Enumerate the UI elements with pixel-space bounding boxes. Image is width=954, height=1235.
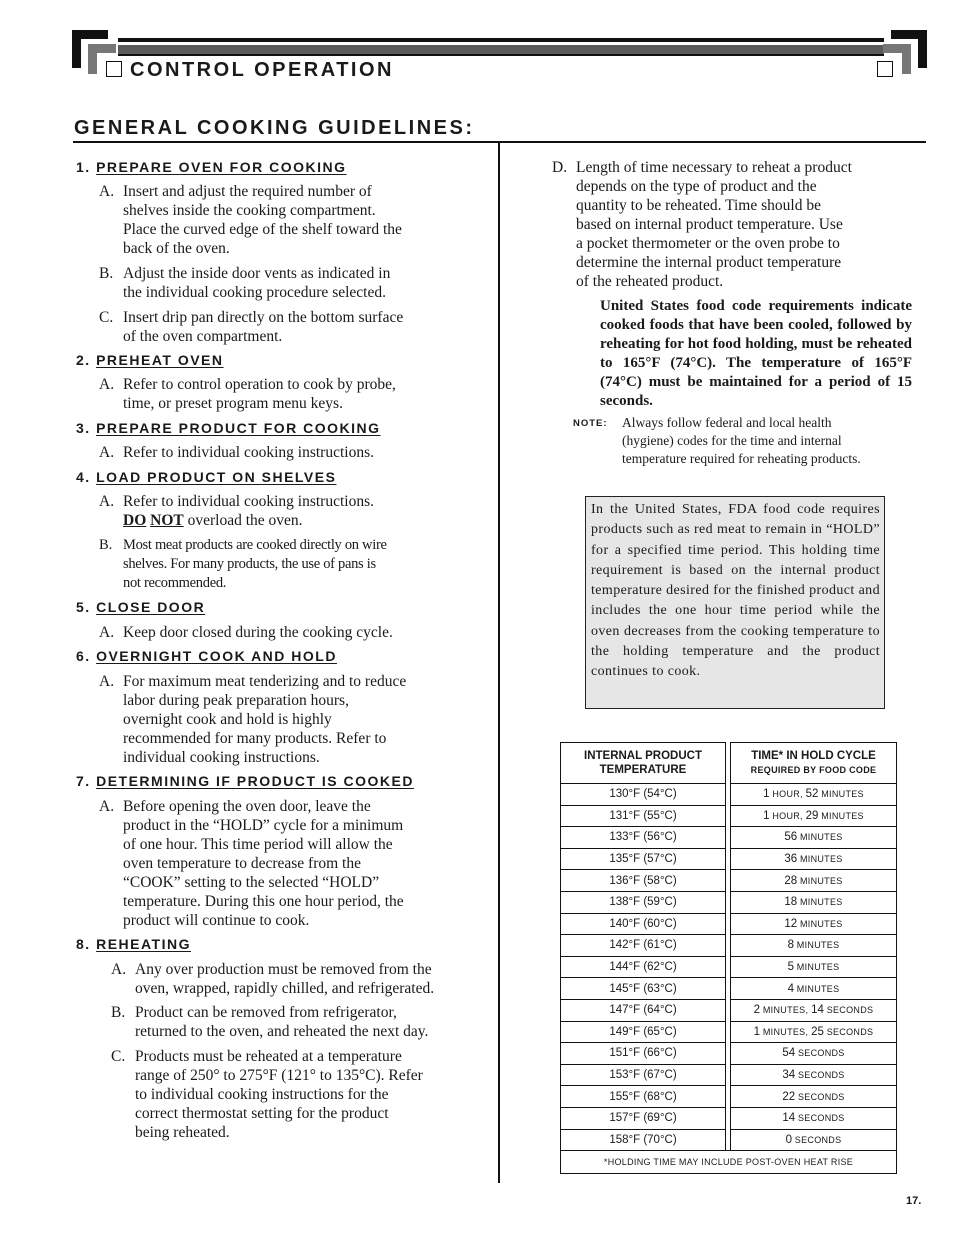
table-row [561, 1021, 897, 1043]
table-row [561, 805, 897, 827]
temperature-cell: 155°F (68°C) [561, 1086, 726, 1108]
hold-time-cell: 1 MINUTES, 25 SECONDS [731, 1021, 897, 1043]
step-heading: 2. PREHEAT OVEN [76, 352, 224, 368]
table-footnote-row [561, 1151, 897, 1174]
temperature-cell: 133°F (56°C) [561, 827, 726, 849]
temperature-cell: 153°F (67°C) [561, 1064, 726, 1086]
column-divider [498, 143, 500, 1183]
hold-time-cell: 54 SECONDS [731, 1043, 897, 1065]
temperature-cell: 136°F (58°C) [561, 870, 726, 892]
temperature-cell: 135°F (57°C) [561, 848, 726, 870]
hold-time-cell: 8 MINUTES [731, 935, 897, 957]
page-title: CONTROL OPERATION [130, 59, 394, 81]
table-row [561, 913, 897, 935]
column-header: INTERNAL PRODUCT TEMPERATURE [561, 743, 726, 784]
hold-time-cell: 36 MINUTES [731, 848, 897, 870]
hold-time-cell: 22 SECONDS [731, 1086, 897, 1108]
table-row [561, 935, 897, 957]
step-heading: 8. REHEATING [76, 936, 191, 952]
hold-time-cell: 56 MINUTES [731, 827, 897, 849]
hold-time-cell: 18 MINUTES [731, 891, 897, 913]
table-row [561, 1064, 897, 1086]
table-row [561, 1086, 897, 1108]
step-heading: 1. PREPARE OVEN FOR COOKING [76, 159, 347, 175]
column-header: TIME* IN HOLD CYCLE REQUIRED BY FOOD CODE [731, 743, 897, 784]
table-row [561, 1107, 897, 1129]
hold-time-cell: 2 MINUTES, 14 SECONDS [731, 999, 897, 1021]
temperature-cell: 151°F (66°C) [561, 1043, 726, 1065]
temperature-cell: 131°F (55°C) [561, 805, 726, 827]
table-row [561, 978, 897, 1000]
hold-time-cell: 28 MINUTES [731, 870, 897, 892]
table-row [561, 999, 897, 1021]
hold-time-cell: 1 HOUR, 52 MINUTES [731, 784, 897, 806]
temperature-cell: 157°F (69°C) [561, 1107, 726, 1129]
page-number: 17. [906, 1195, 922, 1207]
hold-time-cell: 1 HOUR, 29 MINUTES [731, 805, 897, 827]
hold-time-cell: 34 SECONDS [731, 1064, 897, 1086]
table-row [561, 1043, 897, 1065]
temperature-cell: 130°F (54°C) [561, 784, 726, 806]
temperature-cell: 138°F (59°C) [561, 891, 726, 913]
hold-time-cell: 14 SECONDS [731, 1107, 897, 1129]
temperature-cell: 149°F (65°C) [561, 1021, 726, 1043]
food-code-requirement: United States food code requirements indicate cooked foods that have been cooled, followed by reheating for hot food holding, must be reheated to 165°F (74°C). The temperature of 165°F (74°C) must be maintained for a period of 15 seconds. [600, 298, 912, 409]
note-label: NOTE: [573, 418, 608, 429]
temperature-cell: 140°F (60°C) [561, 913, 726, 935]
temperature-cell: 142°F (61°C) [561, 935, 726, 957]
hold-time-cell: 0 SECONDS [731, 1129, 897, 1151]
step-heading: 6. OVERNIGHT COOK AND HOLD [76, 648, 337, 664]
hold-time-cell: 4 MINUTES [731, 978, 897, 1000]
table-row [561, 848, 897, 870]
table-header-row [561, 743, 897, 784]
temperature-cell: 144°F (62°C) [561, 956, 726, 978]
table-row [561, 891, 897, 913]
table-row [561, 827, 897, 849]
step-heading: 7. DETERMINING IF PRODUCT IS COOKED [76, 773, 414, 789]
temperature-cell: 158°F (70°C) [561, 1129, 726, 1151]
step-heading: 4. LOAD PRODUCT ON SHELVES [76, 469, 337, 485]
step-heading: 3. PREPARE PRODUCT FOR COOKING [76, 420, 381, 436]
hold-time-table [560, 742, 897, 1174]
note-text: Always follow federal and local health (hygiene) codes for the time and internal temperature required for reheating products. [622, 415, 861, 466]
table-row [561, 870, 897, 892]
temperature-cell: 147°F (64°C) [561, 999, 726, 1021]
hold-time-cell: 12 MINUTES [731, 913, 897, 935]
table-row [561, 784, 897, 806]
table-footnote: *HOLDING TIME MAY INCLUDE POST-OVEN HEAT RISE [561, 1151, 897, 1174]
step-heading: 5. CLOSE DOOR [76, 599, 206, 615]
fda-info-box: In the United States, FDA food code requires products such as red meat to remain in “HOLD” for a specified time period. This holding time requirement is based on the internal product temperature desired for the finished product and includes the one hour time period while the oven decreases from the cooking temperature to the holding temperature and the product continues to cook. [585, 496, 885, 709]
table-row [561, 956, 897, 978]
section-title: GENERAL COOKING GUIDELINES: [74, 117, 475, 139]
table-row [561, 1129, 897, 1151]
hold-time-cell: 5 MINUTES [731, 956, 897, 978]
temperature-cell: 145°F (63°C) [561, 978, 726, 1000]
